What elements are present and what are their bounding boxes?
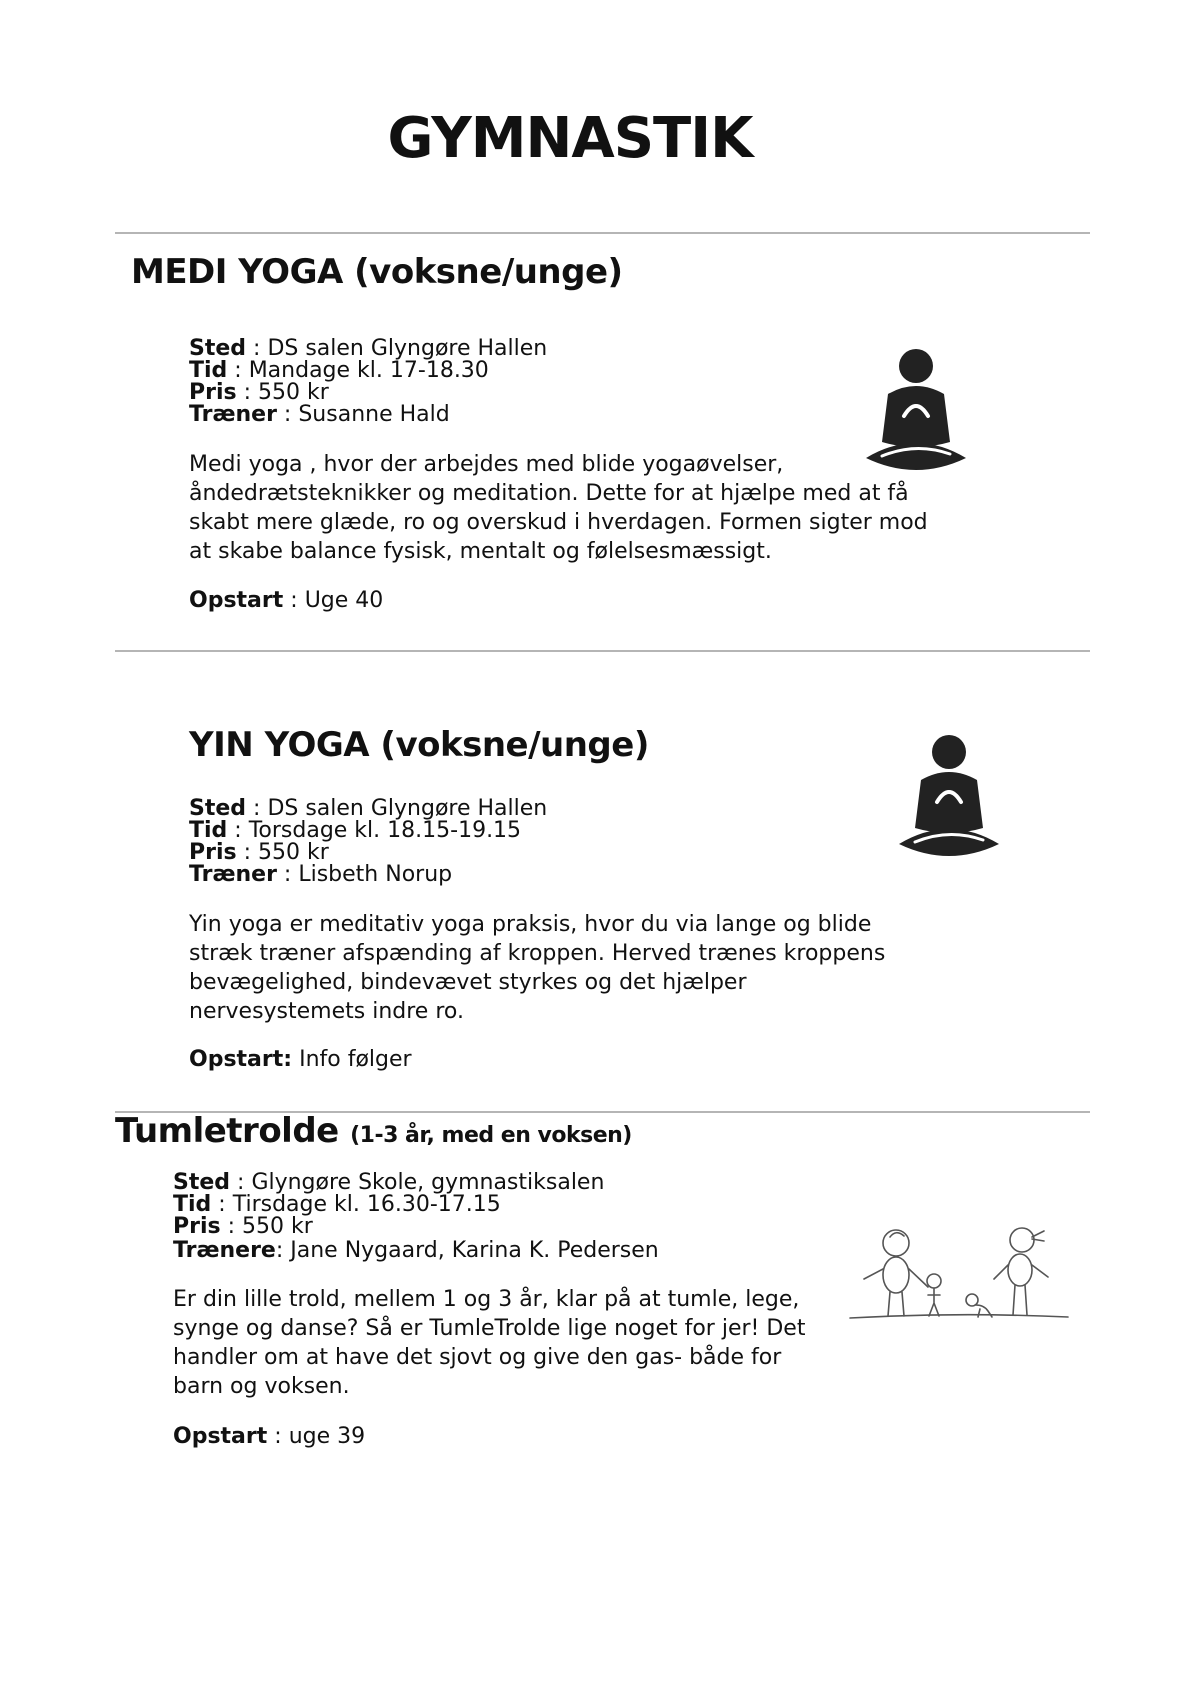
opstart-value: uge 39 (288, 1424, 366, 1449)
page-title: GYMNASTIK (387, 106, 753, 171)
section-description: Medi yoga , hvor der arbejdes med blide yogaøvelser, åndedrætsteknikker og meditation. Dette for at hjælpe med at få skabt mere glæde, ro og overskud i hverdagen. Formen sigter mod at skabe balance fysisk, mentalt og følelsesmæssigt. (189, 452, 928, 564)
info-label: Sted (173, 1170, 231, 1195)
info-value: 550 kr (258, 840, 329, 865)
info-traenere: Trænere: Jane Nygaard, Karina K. Pedersen (173, 1238, 659, 1263)
meditation-icon (862, 342, 970, 474)
info-label: Pris (173, 1214, 221, 1239)
info-traener: Træner : Susanne Hald (189, 402, 450, 427)
section-title-tumletrolde: Tumletrolde (1-3 år, med en voksen) (115, 1111, 632, 1151)
section-description: Yin yoga er meditativ yoga praksis, hvor du via lange og blide stræk træner afspænding af kroppen. Herved trænes kroppens bevægelighed, bindevævet styrkes og det hjælper nervesystemets indre ro. (189, 912, 886, 1024)
info-value: DS salen Glyngøre Hallen (267, 336, 548, 361)
info-label: Tid (189, 358, 228, 383)
info-tid: Tid : Mandage kl. 17-18.30 (189, 358, 489, 383)
info-value: Lisbeth Norup (298, 862, 453, 887)
info-sted: Sted : DS salen Glyngøre Hallen (189, 796, 548, 821)
info-label: Tid (189, 818, 228, 843)
section-subtitle: (1-3 år, med en voksen) (350, 1123, 632, 1148)
info-tid: Tid : Tirsdage kl. 16.30-17.15 (173, 1192, 501, 1217)
info-label: Tid (173, 1192, 212, 1217)
info-sted: Sted : DS salen Glyngøre Hallen (189, 336, 548, 361)
info-label: Trænere (173, 1238, 276, 1263)
info-label: Pris (189, 840, 237, 865)
info-label: Sted (189, 796, 247, 821)
info-value: Mandage kl. 17-18.30 (248, 358, 489, 383)
info-value: Jane Nygaard, Karina K. Pedersen (290, 1238, 659, 1263)
opstart-label: Opstart (189, 588, 284, 613)
opstart: Opstart : uge 39 (173, 1424, 366, 1449)
section-title-yin-yoga: YIN YOGA (voksne/unge) (189, 725, 649, 765)
info-value: Tirsdage kl. 16.30-17.15 (232, 1192, 501, 1217)
opstart-label: Opstart: (189, 1047, 293, 1072)
info-value: 550 kr (242, 1214, 313, 1239)
opstart (189, 1047, 412, 1073)
info-value: DS salen Glyngøre Hallen (267, 796, 548, 821)
family-drawing-icon (848, 1225, 1070, 1327)
info-pris: Pris : 550 kr (189, 840, 329, 865)
info-pris: Pris : 550 kr (189, 380, 329, 405)
opstart-value: Info følger (299, 1047, 412, 1072)
divider (115, 650, 1090, 652)
info-label: Sted (189, 336, 247, 361)
info-value: Glyngøre Skole, gymnastiksalen (251, 1170, 605, 1195)
info-label: Træner (189, 402, 277, 427)
info-label: Træner (189, 862, 277, 887)
info-value: Torsdage kl. 18.15-19.15 (248, 818, 522, 843)
section-title-medi-yoga: MEDI YOGA (voksne/unge) (131, 252, 623, 292)
info-tid: Tid : Torsdage kl. 18.15-19.15 (189, 818, 522, 843)
info-label: Pris (189, 380, 237, 405)
info-pris: Pris : 550 kr (173, 1214, 313, 1239)
opstart-value: Uge 40 (304, 588, 384, 613)
info-value: 550 kr (258, 380, 329, 405)
divider (115, 232, 1090, 234)
info-sted: Sted : Glyngøre Skole, gymnastiksalen (173, 1170, 605, 1195)
info-traener: Træner : Lisbeth Norup (189, 862, 453, 887)
section-description: Er din lille trold, mellem 1 og 3 år, klar på at tumle, lege, synge og danse? Så er TumleTrolde lige noget for jer! Det handler om at have det sjovt og give den gas- både for barn og voksen. (173, 1287, 806, 1399)
info-value: Susanne Hald (298, 402, 450, 427)
opstart: Opstart : Uge 40 (189, 588, 384, 613)
opstart-label: Opstart (173, 1424, 268, 1449)
meditation-icon (895, 728, 1003, 860)
